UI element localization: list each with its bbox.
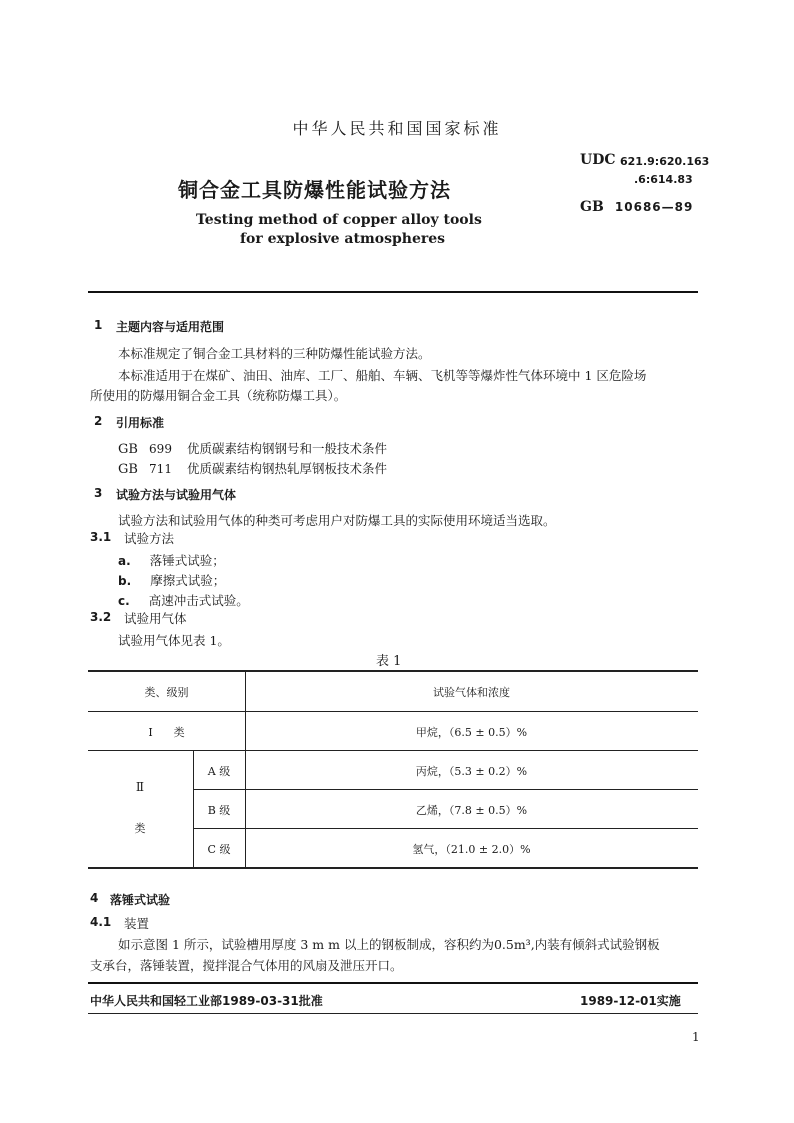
method-letter: b. bbox=[118, 574, 132, 588]
method-letter: a. bbox=[118, 554, 131, 568]
national-standard-label: 中华人民共和国国家标准 bbox=[292, 119, 502, 138]
reference-code: GB bbox=[118, 442, 138, 457]
reference-item bbox=[118, 458, 387, 477]
method-text: 摩擦式试验； bbox=[150, 573, 226, 588]
table-cell-grade: B 级 bbox=[207, 804, 231, 817]
section-3-heading: 试验方法与试验用气体 bbox=[116, 488, 237, 502]
section-1-para-1: 本标准规定了铜合金工具材料的三种防爆性能试验方法。 bbox=[118, 346, 431, 361]
subsection-4-1-title: 装置 bbox=[124, 916, 150, 931]
section-2-heading: 引用标准 bbox=[116, 416, 165, 430]
table-cell-grade: A 级 bbox=[207, 765, 231, 778]
section-4-para-line-1: 如示意图 1 所示，试验槽用厚度 3 m m 以上的钢板制成，容积约为0.5m³,内装有倾斜式试验钢板 bbox=[118, 937, 660, 952]
table-rule bbox=[193, 828, 698, 829]
footer-bottom-rule bbox=[88, 1013, 698, 1014]
reference-title: 优质碳素结构钢钢号和一般技术条件 bbox=[187, 441, 388, 456]
table-border-bottom bbox=[88, 867, 698, 869]
section-1-number: 1 bbox=[94, 318, 103, 332]
method-text: 高速冲击式试验。 bbox=[148, 593, 249, 608]
reference-title: 优质碳素结构钢热轧厚钢板技术条件 bbox=[187, 461, 388, 476]
table-caption: 表 1 bbox=[376, 654, 402, 669]
section-1-para-2-line-2: 所使用的防爆用铜合金工具（统称防爆工具）。 bbox=[90, 388, 347, 403]
udc-label: UDC bbox=[580, 152, 616, 168]
method-letter: c. bbox=[118, 594, 130, 608]
document-title-en-line1: Testing method of copper alloy tools bbox=[196, 212, 482, 228]
reference-number: 711 bbox=[149, 462, 172, 476]
udc-value-1: 621.9:620.163 bbox=[620, 155, 710, 168]
table-cell-gas: 丙烷，（5.3 ± 0.2）% bbox=[415, 765, 528, 778]
document-title-en-line2: for explosive atmospheres bbox=[240, 231, 446, 247]
gb-label: GB bbox=[580, 199, 604, 215]
udc-value-2: .6:614.83 bbox=[634, 173, 693, 186]
subsection-3-2-number: 3.2 bbox=[90, 610, 112, 624]
gb-number: 10686—89 bbox=[614, 200, 694, 214]
method-item bbox=[118, 570, 225, 589]
subsection-3-1-number: 3.1 bbox=[90, 530, 112, 544]
table-header-gas: 试验气体和浓度 bbox=[433, 686, 510, 699]
table-cell-grade: C 级 bbox=[207, 843, 231, 856]
section-3-number: 3 bbox=[94, 486, 103, 500]
table-rule bbox=[88, 711, 698, 712]
section-1-para-2-line-1: 本标准适用于在煤矿、油田、油库、工厂、船舶、车辆、飞机等等爆炸性气体环境中 1 区危险场 bbox=[118, 368, 647, 383]
subsection-3-2-para: 试验用气体见表 1。 bbox=[118, 633, 230, 648]
effective-date: 1989-12-01实施 bbox=[580, 994, 681, 1008]
header-divider bbox=[88, 291, 698, 293]
method-item bbox=[118, 590, 249, 609]
method-text: 落锤式试验； bbox=[149, 553, 225, 568]
table-cell-class-1: I 类 bbox=[148, 726, 185, 739]
subsection-4-1-number: 4.1 bbox=[90, 915, 112, 929]
section-4-para-line-2: 支承台，落锤装置，搅拌混合气体用的风扇及泄压开口。 bbox=[90, 958, 403, 973]
table-cell-class-2-label: 类 bbox=[134, 822, 146, 835]
section-2-number: 2 bbox=[94, 414, 103, 428]
subsection-3-2-title: 试验用气体 bbox=[124, 611, 187, 626]
reference-item bbox=[118, 438, 387, 457]
subsection-3-1-title: 试验方法 bbox=[124, 531, 175, 546]
section-4-heading: 落锤式试验 bbox=[110, 893, 171, 907]
footer-divider bbox=[88, 982, 698, 984]
gb-number-block bbox=[580, 196, 693, 215]
table-cell-gas: 氢气，（21.0 ± 2.0）% bbox=[412, 843, 531, 856]
document-title-cn: 铜合金工具防爆性能试验方法 bbox=[178, 178, 451, 202]
table-border-top bbox=[88, 670, 698, 672]
table-cell-class-2-roman: Ⅱ bbox=[135, 780, 145, 794]
table-cell-gas: 甲烷，（6.5 ± 0.5）% bbox=[415, 726, 528, 739]
method-item bbox=[118, 550, 225, 569]
section-3-para: 试验方法和试验用气体的种类可考虑用户对防爆工具的实际使用环境适当选取。 bbox=[118, 513, 556, 528]
reference-number: 699 bbox=[149, 442, 172, 456]
table-cell-gas: 乙烯，（7.8 ± 0.5）% bbox=[415, 804, 528, 817]
table-rule bbox=[88, 750, 698, 751]
section-4-number: 4 bbox=[90, 891, 99, 905]
approval-line: 中华人民共和国轻工业部1989-03-31批准 bbox=[90, 994, 323, 1008]
table-header-class: 类、级别 bbox=[144, 686, 189, 699]
reference-code: GB bbox=[118, 462, 138, 477]
section-1-heading: 主题内容与适用范围 bbox=[116, 320, 225, 334]
table-rule bbox=[193, 789, 698, 790]
page-number: 1 bbox=[692, 1030, 700, 1044]
